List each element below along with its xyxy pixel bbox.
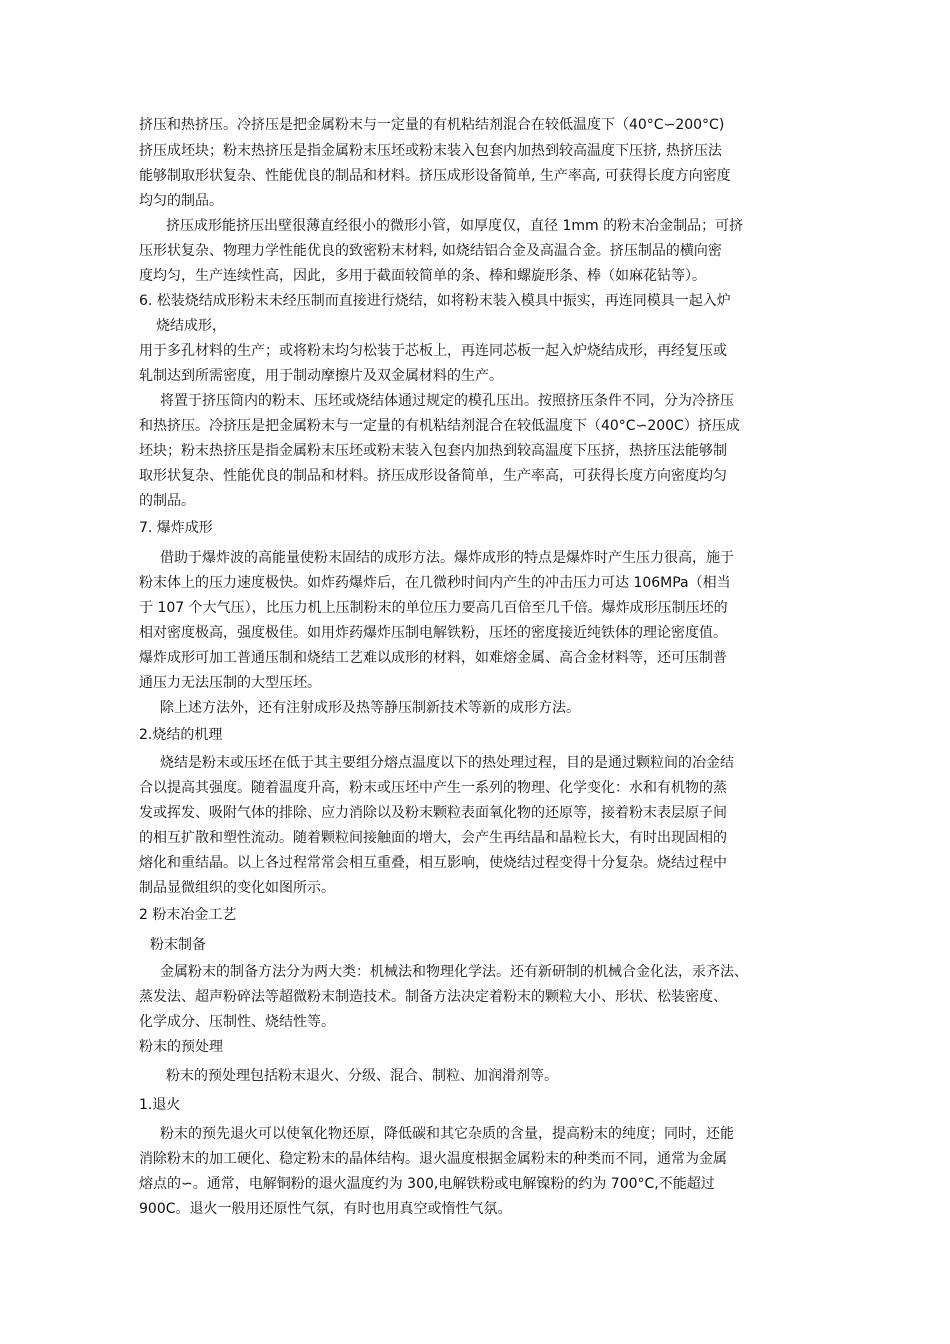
text-line: 坯块；粉末热挤压是指金属粉末压坯或粉末装入包套内加热到较高温度下压挤，热挤压法能够制 <box>139 443 727 459</box>
text-line: 度均匀，生产连续性高，因此，多用于截面较简单的条、棒和螺旋形条、棒（如麻花钻等）。 <box>139 268 706 284</box>
text-line: 借助于爆炸波的高能量使粉末固结的成形方法。爆炸成形的特点是爆炸时产生压力很高，施于 <box>160 550 734 566</box>
text-line: 和热挤压。冷挤压是把金属粉末与一定量的有机粘结剂混合在较低温度下（40°C∽200C）挤压成 <box>139 418 740 434</box>
text-line: 粉末体上的压力速度极快。如炸药爆炸后，在几微秒时间内产生的冲击压力可达 106MPa（相当 <box>139 575 731 591</box>
text-line: 粉末的预处理包括粉末退火、分级、混合、制粒、加润滑剂等。 <box>166 1068 558 1084</box>
text-line: 消除粉末的加工硬化、稳定粉末的晶体结构。退火温度根据金属粉末的种类而不同，通常为金属 <box>139 1151 727 1167</box>
text-line: 烧结是粉末或压坯在低于其主要组分熔点温度以下的热处理过程，目的是通过颗粒间的冶金结 <box>160 755 734 771</box>
text-line: 化学成分、压制性、烧结性等。 <box>139 1014 335 1030</box>
text-line: 6. 松装烧结成形粉末未经压制而直接进行烧结，如将粉末装入模具中振实，再连同模具一起入炉 <box>139 293 731 309</box>
text-line: 除上述方法外，还有注射成形及热等静压制新技术等新的成形方法。 <box>160 700 580 716</box>
text-line: 的制品。 <box>139 493 195 509</box>
text-line: 能够制取形状复杂、性能优良的制品和材料。挤压成形设备简单, 生产率高, 可获得长度方向密度 <box>139 168 731 184</box>
text-line: 烧结成形， <box>156 318 226 334</box>
text-line: 爆炸成形可加工普通压制和烧结工艺难以成形的材料，如难熔金属、高合金材料等，还可压制普 <box>139 650 727 666</box>
text-line: 挤压和热挤压。冷挤压是把金属粉末与一定量的有机粘结剂混合在较低温度下（40°C∽200°C) <box>139 117 725 133</box>
text-line: 均匀的制品。 <box>139 193 223 209</box>
text-line: 金属粉末的制备方法分为两大类：机械法和物理化学法。还有新研制的机械合金化法，汞齐法、 <box>160 964 748 980</box>
text-line: 熔化和重结晶。以上各过程常常会相互重叠，相互影响，使烧结过程变得十分复杂。烧结过程中 <box>139 855 727 871</box>
text-line: 挤压成坯块；粉末热挤压是指金属粉末压坯或粉末装入包套内加热到较高温度下压挤, 热挤压法 <box>139 143 722 159</box>
text-line: 制品显微组织的变化如图所示。 <box>139 880 335 896</box>
text-line: 蒸发法、超声粉碎法等超微粉末制造技术。制备方法决定着粉末的颗粒大小、形状、松装密度、 <box>139 989 727 1005</box>
text-line: 相对密度极高，强度极佳。如用炸药爆炸压制电解铁粉，压坯的密度接近纯铁体的理论密度值。 <box>139 625 727 641</box>
text-line: 合以提高其强度。随着温度升高，粉末或压坯中产生一系列的物理、化学变化：水和有机物的蒸 <box>139 780 727 796</box>
section-heading: 粉末的预处理 <box>139 1039 223 1055</box>
text-line: 取形状复杂、性能优良的制品和材料。挤压成形设备简单，生产率高，可获得长度方向密度均匀 <box>139 468 727 484</box>
text-line: 用于多孔材料的生产；或将粉末均匀松装于芯板上，再连同芯板一起入炉烧结成形，再经复压或 <box>139 343 727 359</box>
text-line: 900C。退火一般用还原性气氛，有时也用真空或惰性气氛。 <box>139 1201 512 1217</box>
text-line: 挤压成形能挤压出壁很薄直经很小的微形小管，如厚度仅，直径 1mm 的粉末冶金制品；可挤 <box>166 218 744 234</box>
text-line: 将置于挤压筒内的粉末、压坯或烧结体通过规定的模孔压出。按照挤压条件不同，分为冷挤压 <box>160 393 734 409</box>
section-heading: 7. 爆炸成形 <box>139 520 213 536</box>
text-line: 粉末的预先退火可以使氧化物还原，降低碳和其它杂质的含量，提高粉末的纯度；同时，还能 <box>160 1126 734 1142</box>
text-line: 压形状复杂、物理力学性能优良的致密粉末材料, 如烧结铝合金及高温合金。挤压制品的横向密 <box>139 243 722 259</box>
section-heading: 1.退火 <box>139 1097 181 1113</box>
text-line: 轧制达到所需密度，用于制动摩擦片及双金属材料的生产。 <box>139 368 503 384</box>
text-line: 于 107 个大气压），比压力机上压制粉末的单位压力要高几百倍至几千倍。爆炸成形压制压坯的 <box>139 600 728 616</box>
text-line: 的相互扩散和塑性流动。随着颗粒间接触面的增大，会产生再结晶和晶粒长大，有时出现固相的 <box>139 830 727 846</box>
section-heading: 2 粉末冶金工艺 <box>139 907 237 923</box>
text-line: 通压力无法压制的大型压坯。 <box>139 675 321 691</box>
section-heading: 粉末制备 <box>150 937 206 953</box>
text-line: 熔点的∽。通常，电解铜粉的退火温度约为 300,电解铁粉或电解镍粉的约为 700°C,不能超过 <box>139 1176 715 1192</box>
section-heading: 2.烧结的机理 <box>139 727 223 743</box>
text-line: 发或挥发、吸附气体的排除、应力消除以及粉末颗粒表面氧化物的还原等，接着粉末表层原子间 <box>139 805 727 821</box>
